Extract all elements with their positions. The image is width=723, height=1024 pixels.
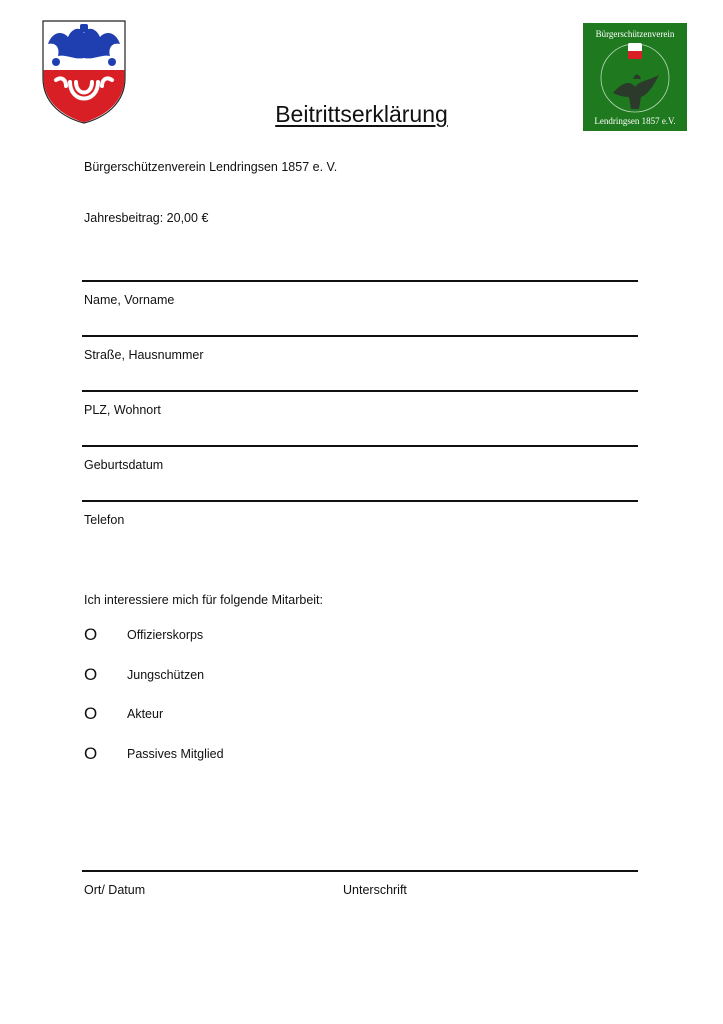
association-name: Bürgerschützenverein Lendringsen 1857 e. V. [84, 160, 338, 174]
signature-line [82, 870, 638, 872]
interest-heading: Ich interessiere mich für folgende Mitarbeit: [84, 593, 323, 607]
birthdate-field-label: Geburtsdatum [84, 458, 164, 472]
page-title: Beitrittserklärung [275, 101, 448, 127]
street-field-label: Straße, Hausnummer [84, 348, 204, 362]
option-label: Akteur [127, 707, 164, 721]
svg-text:Lendringsen 1857 e.V.: Lendringsen 1857 e.V. [594, 116, 676, 126]
city-line [82, 390, 638, 392]
option-checkbox[interactable]: O [84, 704, 98, 723]
place-date-label: Ort/ Datum [84, 883, 146, 897]
annual-fee: Jahresbeitrag: 20,00 € [84, 211, 209, 225]
option-label: Offizierskorps [127, 628, 204, 642]
city-field-label: PLZ, Wohnort [84, 403, 161, 417]
option-checkbox[interactable]: O [84, 665, 98, 684]
name-line [82, 280, 638, 282]
phone-field-label: Telefon [84, 513, 125, 527]
option-checkbox[interactable]: O [84, 625, 98, 644]
option-checkbox[interactable]: O [84, 744, 98, 763]
street-line [82, 335, 638, 337]
option-label: Jungschützen [127, 668, 205, 682]
svg-text:Bürgerschützenverein: Bürgerschützenverein [595, 29, 675, 39]
signature-label: Unterschrift [343, 883, 407, 897]
option-label: Passives Mitglied [127, 747, 224, 761]
name-field-label: Name, Vorname [84, 293, 175, 307]
phone-line [82, 500, 638, 502]
birthdate-line [82, 445, 638, 447]
